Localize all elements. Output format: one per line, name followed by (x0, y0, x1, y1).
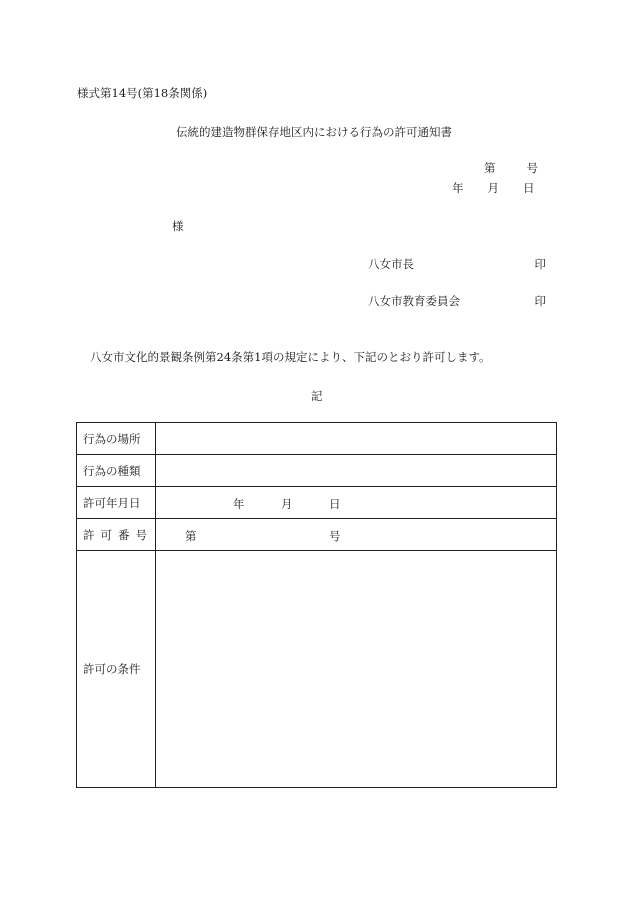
table-row (77, 423, 557, 455)
permit-dai-label: 第 (185, 528, 197, 543)
table-row (77, 487, 557, 519)
reference-number-line (484, 160, 538, 176)
row-label-conditions: 許可の条件 (77, 551, 156, 788)
type-value-cell (156, 455, 557, 487)
table-row (77, 519, 557, 551)
issuer-board-of-education (368, 293, 546, 309)
permit-number-value-cell (156, 519, 557, 551)
location-value-cell (156, 423, 557, 455)
issue-year-label: 年 (452, 181, 464, 195)
permit-year-label: 年 (233, 496, 245, 511)
reference-go: 号 (526, 161, 538, 175)
table-row (77, 455, 557, 487)
reference-dai: 第 (484, 161, 496, 175)
seal-mark: 印 (534, 294, 546, 308)
permit-month-label: 月 (281, 496, 293, 511)
permit-day-label: 日 (329, 496, 341, 511)
permit-go-label: 号 (329, 528, 341, 543)
form-number: 様式第14号(第18条関係) (77, 86, 208, 100)
addressee-honorific: 様 (172, 219, 184, 233)
table-row (77, 551, 557, 788)
issuer-name: 八女市長 (368, 257, 414, 271)
permit-details-table (76, 422, 557, 788)
conditions-value-cell (156, 551, 557, 788)
document-title: 伝統的建造物群保存地区内における行為の許可通知書 (176, 125, 452, 139)
row-label-permit-number: 許可番号 (77, 519, 156, 551)
row-label-location: 行為の場所 (77, 423, 156, 455)
seal-mark: 印 (534, 257, 546, 271)
issuer-name: 八女市教育委員会 (368, 294, 460, 308)
permission-statement: 八女市文化的景観条例第24条第1項の規定により、下記のとおり許可します。 (90, 350, 491, 364)
permit-date-value-cell (156, 487, 557, 519)
issuer-mayor (368, 256, 546, 272)
issue-month-label: 月 (487, 181, 499, 195)
row-label-type: 行為の種類 (77, 455, 156, 487)
issue-day-label: 日 (523, 181, 535, 195)
row-label-permit-date: 許可年月日 (77, 487, 156, 519)
issue-date-line (452, 180, 535, 196)
ki-heading: 記 (311, 389, 323, 403)
